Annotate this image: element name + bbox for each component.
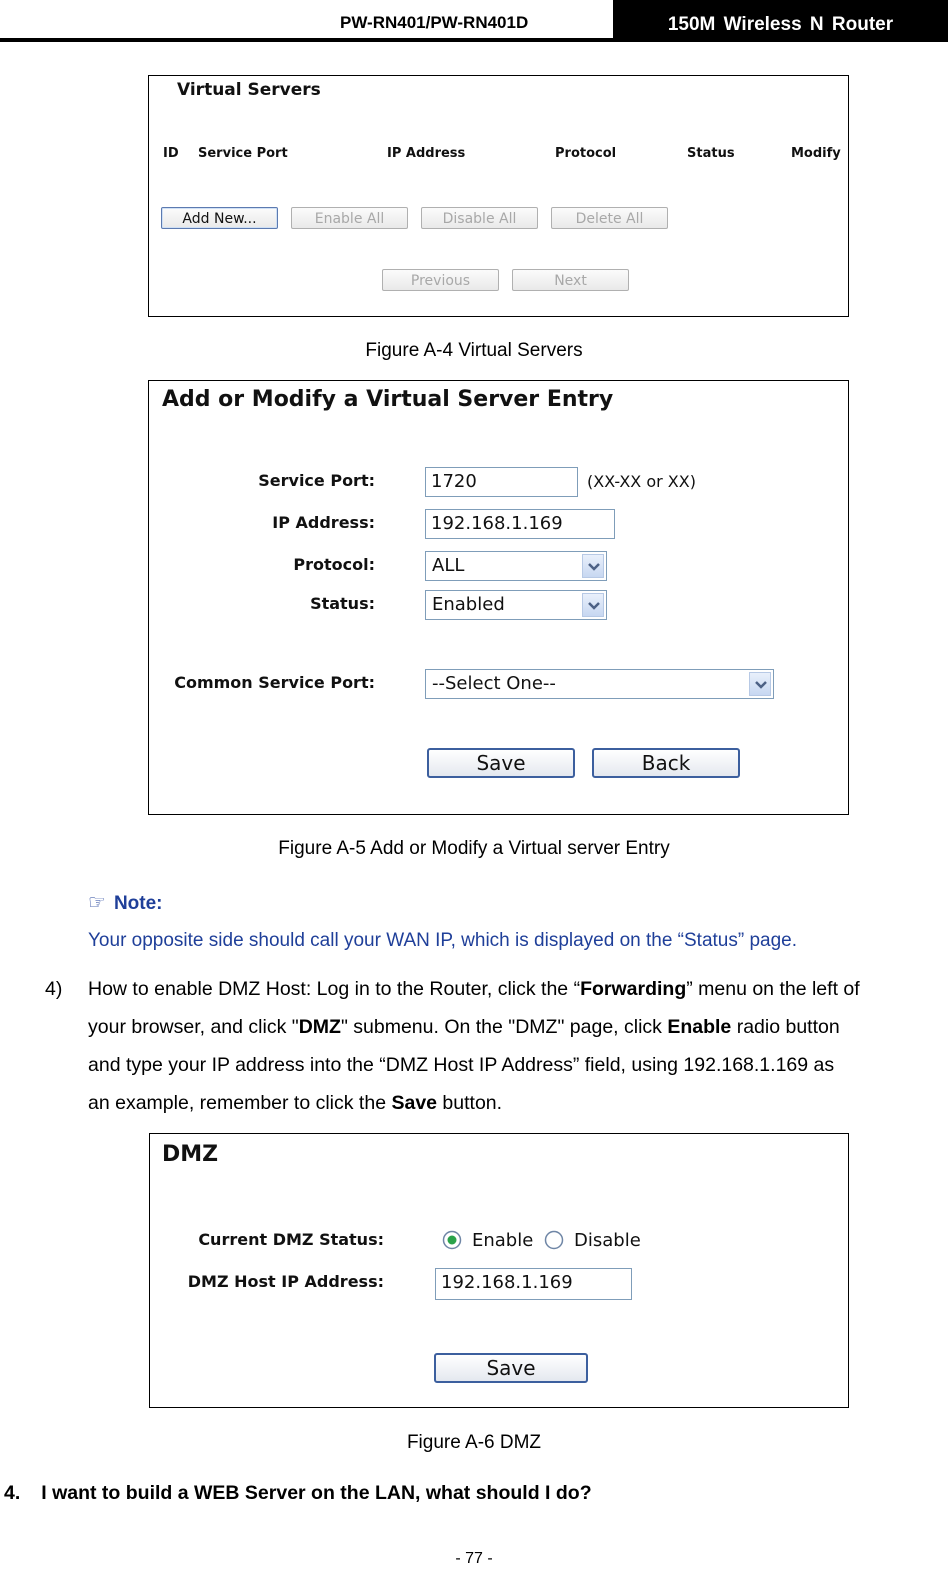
- note-text: Your opposite side should call your WAN IP, which is displayed on the “Status” page.: [88, 930, 798, 951]
- page-number: - 77 -: [455, 1550, 493, 1567]
- status-select[interactable]: [425, 590, 607, 620]
- chevron-down-icon: [749, 672, 771, 696]
- enable-radio[interactable]: [442, 1230, 462, 1250]
- dmz-host-ip-input[interactable]: 192.168.1.169: [435, 1268, 632, 1300]
- dmz-host-ip-label: DMZ Host IP Address:: [187, 1272, 384, 1291]
- save-button[interactable]: Save: [427, 748, 575, 778]
- service-port-hint: (XX-XX or XX): [587, 472, 696, 491]
- column-protocol: Protocol: [555, 146, 617, 161]
- virtual-servers-title: Virtual Servers: [177, 80, 321, 100]
- chevron-down-icon: [582, 593, 604, 617]
- header-model: PW-RN401/PW-RN401D: [340, 13, 529, 32]
- dmz-title: DMZ: [162, 1142, 219, 1167]
- note-heading: ☞ Note:: [88, 892, 163, 914]
- status-label: Status:: [310, 594, 375, 613]
- column-modify: Modify: [791, 146, 841, 161]
- disable-radio[interactable]: [544, 1230, 564, 1250]
- figure-a6-caption: Figure A-6 DMZ: [406, 1432, 542, 1453]
- dmz-save-button[interactable]: Save: [434, 1353, 588, 1383]
- disable-all-button[interactable]: Disable All: [421, 207, 538, 229]
- column-service-port: Service Port: [198, 146, 288, 161]
- ip-address-label: IP Address:: [272, 513, 375, 532]
- step-4-line-2: your browser, and click "DMZ" submenu. On the "DMZ" page, click Enable radio button: [88, 1016, 840, 1038]
- delete-all-button[interactable]: Delete All: [551, 207, 668, 229]
- step-4-paragraph: [88, 970, 938, 1122]
- step-4-line-4: an example, remember to click the Save button.: [88, 1092, 503, 1114]
- figure-a4-caption: Figure A-4 Virtual Servers: [365, 340, 583, 361]
- entry-form-title: Add or Modify a Virtual Server Entry: [162, 387, 614, 412]
- protocol-label: Protocol:: [293, 555, 375, 574]
- disable-radio-label: Disable: [574, 1230, 641, 1251]
- protocol-select[interactable]: [425, 551, 607, 581]
- chevron-down-icon: [582, 554, 604, 578]
- dmz-status-label: Current DMZ Status:: [198, 1230, 384, 1249]
- enable-radio-label: Enable: [472, 1230, 534, 1251]
- service-port-label: Service Port:: [258, 471, 375, 490]
- figure-a5-caption: Figure A-5 Add or Modify a Virtual server Entry: [278, 838, 670, 859]
- service-port-input[interactable]: 1720: [425, 467, 578, 497]
- ip-address-input[interactable]: 192.168.1.169: [425, 509, 615, 539]
- step-number: 4): [45, 978, 63, 1000]
- next-button[interactable]: Next: [512, 269, 629, 291]
- common-service-port-select[interactable]: [425, 669, 774, 699]
- pointing-hand-icon: ☞: [88, 892, 106, 914]
- column-ip-address: IP Address: [387, 146, 466, 161]
- previous-button[interactable]: Previous: [382, 269, 499, 291]
- figure-a5-virtual-server-entry: [148, 380, 849, 815]
- add-new-button[interactable]: Add New...: [161, 207, 278, 229]
- column-id: ID: [163, 146, 179, 161]
- step-4-line-1: How to enable DMZ Host: Log in to the Router, click the “Forwarding” menu on the left of: [88, 978, 860, 1000]
- protocol-select-value: ALL: [432, 555, 465, 576]
- step-4-line-3: and type your IP address into the “DMZ Host IP Address” field, using 192.168.1.169 as: [88, 1054, 835, 1076]
- figure-a4-virtual-servers: [148, 75, 849, 317]
- faq-question: 4. I want to build a WEB Server on the LAN, what should I do?: [4, 1482, 592, 1504]
- common-service-port-value: --Select One--: [432, 673, 556, 694]
- enable-all-button[interactable]: Enable All: [291, 207, 408, 229]
- column-status: Status: [687, 146, 735, 161]
- figure-a6-dmz: [149, 1133, 849, 1408]
- header-product: 150M Wireless N Router: [613, 0, 948, 42]
- back-button[interactable]: Back: [592, 748, 740, 778]
- status-select-value: Enabled: [432, 594, 505, 615]
- header-rule: [0, 38, 948, 42]
- common-service-port-label: Common Service Port:: [174, 673, 375, 692]
